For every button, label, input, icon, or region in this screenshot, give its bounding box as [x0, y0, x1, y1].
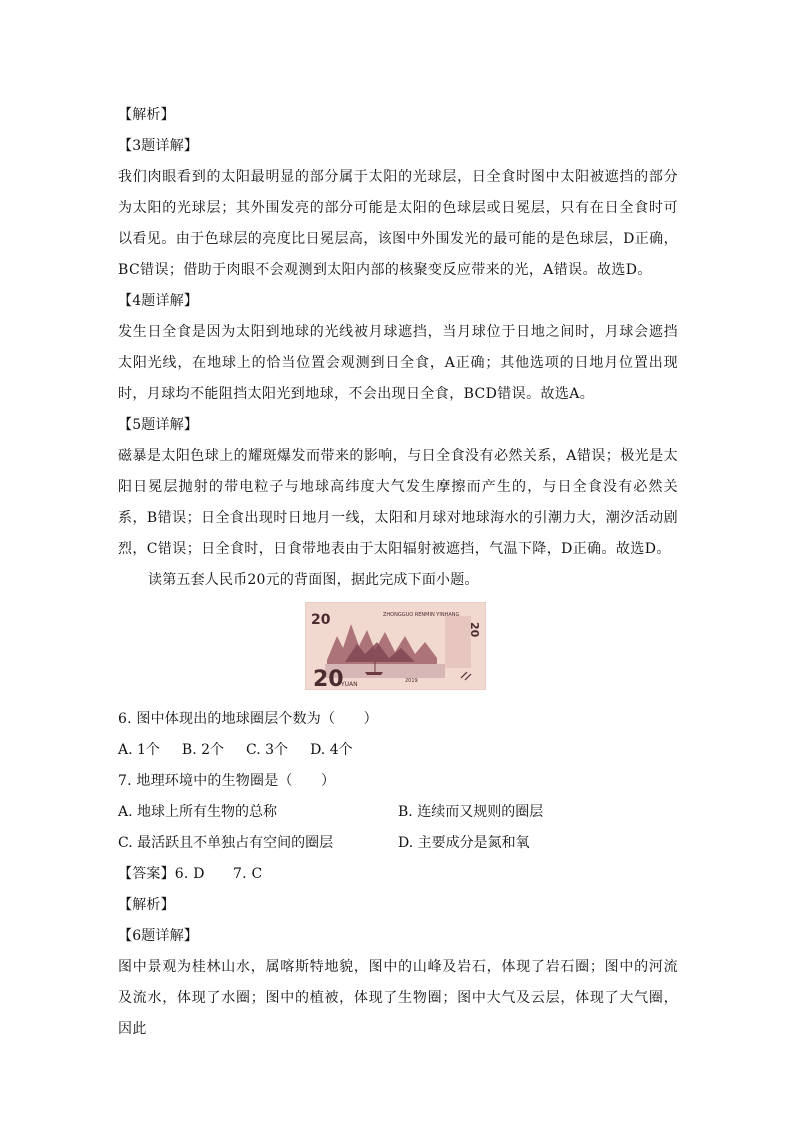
q7-option-a: A. 地球上所有生物的总称: [118, 804, 278, 820]
banknote-header: ZHONGGUO RENMIN YINHANG: [383, 612, 460, 618]
question-intro: 读第五套人民币20元的背面图，据此完成下面小题。: [148, 572, 479, 588]
svg-text:20: 20: [311, 612, 331, 628]
q7-option-d: D. 主要成分是氮和氧: [398, 835, 530, 851]
question-7: 7. 地理环境中的生物圈是（ ）: [118, 773, 336, 789]
q6-detail-text: 图中景观为桂林山水，属喀斯特地貌，图中的山峰及岩石，体现了岩石圈；图中的河流及流水，体现了水圈；图中的植被，体现了生物圈；图中大气及云层，体现了大气圈，因此: [118, 959, 678, 1037]
q6-option-d: D. 4个: [310, 742, 353, 758]
q4-detail-text: 发生日全食是因为太阳到地球的光线被月球遮挡，当月球位于日地之间时，月球会遮挡太阳光线，在地球上的恰当位置会观测到日全食，A正确；其他选项的日地月位置出现时，月球均不能阻挡太阳光到地球，不会出现日全食，BCD错误。故选A。: [118, 324, 678, 402]
q7-option-c: C. 最活跃且不单独占有空间的圈层: [118, 835, 334, 851]
denomination-side: 20: [468, 622, 481, 638]
q6-option-c: C. 3个: [246, 742, 289, 758]
answer-line: 【答案】6. D 7. C: [118, 866, 263, 882]
banknote-image: [305, 602, 486, 690]
document-page: [118, 100, 678, 1045]
q6-detail-heading: 【6题详解】: [118, 928, 199, 944]
q3-detail-heading: 【3题详解】: [118, 138, 199, 154]
denomination-bottom: 20: [313, 667, 344, 690]
banknote-figure: [118, 602, 678, 694]
q3-detail-text: 我们肉眼看到的太阳最明显的部分属于太阳的光球层，日全食时图中太阳被遮挡的部分为太阳的光球层；其外围发亮的部分可能是太阳的色球层或日冕层，只有在日全食时可以看见。由于色球层的亮度比日冕层高，该图中外围发光的最可能的是色球层，D正确，BC错误；借助于肉眼不会观测到太阳内部的核聚变反应带来的光，A错误。故选D。: [118, 169, 678, 278]
q6-option-b: B. 2个: [181, 742, 225, 758]
q5-detail-text: 磁暴是太阳色球上的耀斑爆发而带来的影响，与日全食没有必然关系，A错误；极光是太阳日冕层抛射的带电粒子与地球高纬度大气发生摩擦而产生的，与日全食没有必然关系，B错误；日全食出现时日地月一线，太阳和月球对地球海水的引潮力大，潮汐活动剧烈，C错误；日全食时，日食带地表由于太阳辐射被遮挡，气温下降，D正确。故选D。: [118, 448, 678, 557]
currency-word: YUAN: [341, 681, 358, 688]
q5-detail-heading: 【5题详解】: [118, 417, 199, 433]
banknote-year: 2019: [405, 678, 418, 684]
analysis-heading: 【解析】: [118, 107, 175, 123]
analysis-heading-2: 【解析】: [118, 897, 175, 913]
q7-options-row-2: [118, 828, 678, 859]
question-6: 6. 图中体现出的地球圈层个数为（ ）: [118, 711, 378, 727]
q7-options-row-1: [118, 797, 678, 828]
q4-detail-heading: 【4题详解】: [118, 293, 199, 309]
denomination-top: [311, 612, 331, 628]
q6-options: [118, 735, 678, 766]
q6-option-a: A. 1个: [118, 742, 160, 758]
q7-option-b: B. 连续而又规则的圈层: [398, 804, 544, 820]
